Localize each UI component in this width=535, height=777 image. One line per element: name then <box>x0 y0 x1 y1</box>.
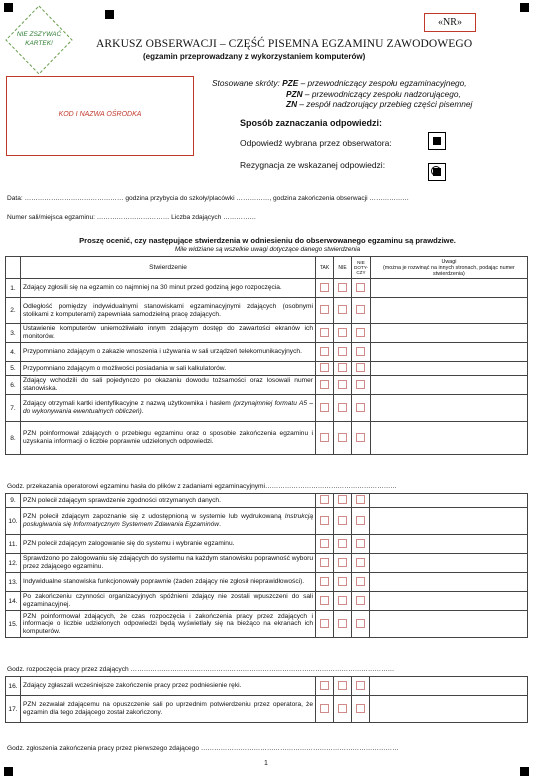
uwagi-header: Uwagi (można je rozwinąć na innych stronach, podając numer stwierdzenia) <box>370 257 527 279</box>
nie-dotyczy-checkbox[interactable] <box>356 328 365 337</box>
tak-cell <box>316 554 334 573</box>
statement-number: 2. <box>6 298 21 324</box>
tak-checkbox[interactable] <box>320 539 329 548</box>
statement-number: 12. <box>6 554 21 573</box>
nie-dotyczy-checkbox[interactable] <box>356 596 365 605</box>
tak-cell <box>316 592 334 611</box>
statement-text: PZN poinformował zdających, że czas rozpoczęcia i zakończenia pracy przez zdających i informacje o liczbie udzielonych odpowiedzi będą wyświetlały się na bieżąco na ekranach ich komputerów. <box>21 611 316 638</box>
remarks-cell[interactable] <box>370 611 528 638</box>
statement-number: 17. <box>6 696 21 723</box>
statement-number: 7. <box>6 395 21 422</box>
stamp-text: NIE ZSZYWAĆ KARTEK! <box>16 31 62 47</box>
marking-method-heading: Sposób zaznaczania odpowiedzi: <box>240 118 383 128</box>
selected-answer-example <box>428 132 446 150</box>
nie-cell <box>334 324 352 343</box>
tak-checkbox[interactable] <box>320 305 329 314</box>
remarks-cell[interactable] <box>370 508 528 535</box>
remarks-cell[interactable] <box>370 422 527 455</box>
nie-checkbox[interactable] <box>338 380 347 389</box>
instructions-heading: Proszę ocenić, czy następujące stwierdzenia w odniesieniu do obserwowanego egzaminu są prawdziwe. <box>79 236 456 245</box>
statement-number: 13. <box>6 573 21 592</box>
table-row <box>6 376 528 395</box>
nie-checkbox[interactable] <box>338 516 347 525</box>
tak-cell <box>316 508 334 535</box>
table-row <box>6 611 528 638</box>
nie-checkbox[interactable] <box>338 704 347 713</box>
nie-cell <box>334 376 352 395</box>
room-line: Numer sali/miejsca egzaminu: …………………………… Liczba zdających …………… <box>7 214 257 221</box>
start-time-line: Godz. rozpoczęcia pracy przez zdających ………………………………………………………………………………………………………… <box>7 666 395 673</box>
nie-dotyczy-cell <box>352 494 370 508</box>
nie-checkbox[interactable] <box>338 403 347 412</box>
num-header <box>6 257 21 279</box>
statement-text: Zdający otrzymali kartki identyfikacyjne z nazwą użytkownika i hasłem (przynajmniej formatu A5 – do wykonywania ewentualnych obliczeń). <box>21 395 316 422</box>
no-staple-stamp <box>4 4 74 74</box>
nie-cell <box>334 422 352 455</box>
page-number: 1 <box>264 760 268 767</box>
statement-number: 14. <box>6 592 21 611</box>
table-row <box>6 362 528 376</box>
nie-checkbox[interactable] <box>338 619 347 628</box>
statement-text: Przypomniano zdającym o możliwości posiadania w sali kalkulatorów. <box>21 362 316 376</box>
tak-cell <box>316 395 334 422</box>
table-row <box>6 343 528 362</box>
statements-table-b <box>5 493 528 638</box>
nie-checkbox[interactable] <box>338 363 347 372</box>
table-row <box>6 494 528 508</box>
tak-cell <box>316 422 334 455</box>
nie-dotyczy-checkbox[interactable] <box>356 347 365 356</box>
nie-dotyczy-cell <box>352 592 370 611</box>
nie-cell <box>334 395 352 422</box>
tak-cell <box>316 343 334 362</box>
nie-cell <box>334 611 352 638</box>
tak-cell <box>316 298 334 324</box>
nie-dotyczy-checkbox[interactable] <box>356 704 365 713</box>
tak-checkbox[interactable] <box>320 433 329 442</box>
table-row <box>6 279 528 298</box>
nie-checkbox[interactable] <box>338 495 347 504</box>
nie-dotyczy-checkbox[interactable] <box>356 681 365 690</box>
statement-number: 6. <box>6 376 21 395</box>
nie-dotyczy-cell <box>352 573 370 592</box>
table-row <box>6 554 528 573</box>
statement-text: Zdający zgłaszali wcześniejsze zakończenie pracy przez podniesienie ręki. <box>21 677 316 696</box>
cancel-answer-example <box>428 163 446 181</box>
nie-dotyczy-cell <box>352 362 371 376</box>
table-row <box>6 696 528 723</box>
tak-checkbox[interactable] <box>320 363 329 372</box>
nie-dotyczy-cell <box>352 677 370 696</box>
nie-cell <box>334 298 352 324</box>
tak-checkbox[interactable] <box>320 380 329 389</box>
statement-number: 3. <box>6 324 21 343</box>
tak-checkbox[interactable] <box>320 495 329 504</box>
nie-checkbox[interactable] <box>338 577 347 586</box>
document-subtitle: (egzamin przeprowadzany z wykorzystaniem komputerów) <box>143 52 366 61</box>
statement-text: Przypomniano zdającym o zakazie wnoszenia i używania w sali urządzeń telekomunikacyjnych. <box>21 343 316 362</box>
nie-dotyczy-cell <box>352 508 370 535</box>
statement-text: Odległość pomiędzy indywidualnymi stanowiskami egzaminacyjnymi zdających (osobnymi stolikami z komputerami) zapewniała samodzielną pracę zdających. <box>21 298 316 324</box>
nie-cell <box>334 494 352 508</box>
remarks-cell[interactable] <box>370 376 527 395</box>
table-row <box>6 508 528 535</box>
remarks-cell[interactable] <box>370 343 527 362</box>
nie-dotyczy-cell <box>352 611 370 638</box>
nie-dotyczy-checkbox[interactable] <box>356 577 365 586</box>
statement-number: 11. <box>6 535 21 554</box>
statement-header: Stwierdzenie <box>21 257 316 279</box>
instructions-subheading: Mile widziane są wszelkie uwagi dotyczące danego stwierdzenia <box>174 246 361 253</box>
remarks-cell[interactable] <box>370 677 528 696</box>
statement-text: Zdający zgłosili się na egzamin co najmniej na 30 minut przed godziną jego rozpoczęcia. <box>21 279 316 298</box>
remarks-cell[interactable] <box>370 395 527 422</box>
statement-text: PZN polecił zdającym zapoznanie się z udostępnioną w systemie lub wydrukowaną Instrukcją posługiwania się Informatycznym Systemem Zdawania Egzaminów. <box>21 508 316 535</box>
tak-checkbox[interactable] <box>320 328 329 337</box>
statement-number: 8. <box>6 422 21 455</box>
nie-dotyczy-cell <box>352 422 371 455</box>
statement-number: 9. <box>6 494 21 508</box>
registration-mark <box>105 10 114 19</box>
table-row <box>6 592 528 611</box>
nie-dotyczy-checkbox[interactable] <box>356 380 365 389</box>
nie-cell <box>334 343 352 362</box>
nie-dotyczy-checkbox[interactable] <box>356 403 365 412</box>
nr-box: «NR» <box>424 13 476 32</box>
remarks-cell[interactable] <box>370 696 528 723</box>
nie-cell <box>334 573 352 592</box>
registration-mark <box>4 767 13 776</box>
nie-dotyczy-cell <box>352 696 370 723</box>
nie-dotyczy-checkbox[interactable] <box>356 539 365 548</box>
nie-dotyczy-cell <box>352 324 371 343</box>
nie-dotyczy-checkbox[interactable] <box>356 558 365 567</box>
table-header-row <box>6 257 528 279</box>
statements-table-a <box>5 256 528 455</box>
table-row <box>6 298 528 324</box>
nie-dotyczy-cell <box>352 298 371 324</box>
tak-cell <box>316 324 334 343</box>
nie-cell <box>334 696 352 723</box>
table-row <box>6 422 528 455</box>
nie-dotyczy-header: NIE DOTY-CZY <box>352 257 371 279</box>
statement-text: PZN polecił zdającym sprawdzenie zgodności otrzymanych danych. <box>21 494 316 508</box>
nie-cell <box>334 508 352 535</box>
nie-checkbox[interactable] <box>338 539 347 548</box>
statements-table-c <box>5 676 528 723</box>
table-row <box>6 573 528 592</box>
remarks-cell[interactable] <box>370 298 527 324</box>
tak-checkbox[interactable] <box>320 403 329 412</box>
tak-checkbox[interactable] <box>320 619 329 628</box>
center-code-label: KOD I NAZWA OŚRODKA <box>58 111 142 118</box>
nie-checkbox[interactable] <box>338 596 347 605</box>
remarks-cell[interactable] <box>370 554 528 573</box>
cancel-answer-label: Rezygnacja ze wskazanej odpowiedzi: <box>240 160 386 170</box>
nie-checkbox[interactable] <box>338 283 347 292</box>
statement-text: PZN zezwalał zdającemu na opuszczenie sali po uprzednim potwierdzeniu przez operatora, że egzamin dla tego zdającego został zakończony. <box>21 696 316 723</box>
statement-number: 16. <box>6 677 21 696</box>
registration-mark <box>520 3 529 12</box>
tak-cell <box>316 696 334 723</box>
table-row <box>6 324 528 343</box>
abbr-line-zn: ZN – zespół nadzorujący przebieg części pisemnej <box>286 99 473 109</box>
statement-number: 10. <box>6 508 21 535</box>
tak-cell <box>316 677 334 696</box>
nie-header: NIE <box>334 257 352 279</box>
statement-number: 1. <box>6 279 21 298</box>
statement-text: PZN poinformował zdających o przebiegu egzaminu oraz o sposobie zakończenia egzaminu i uzyskania informacji o liczbie poprawnie udzielonych odpowiedzi. <box>21 422 316 455</box>
nie-cell <box>334 535 352 554</box>
tak-cell <box>316 611 334 638</box>
nie-checkbox[interactable] <box>338 681 347 690</box>
tak-checkbox[interactable] <box>320 516 329 525</box>
nie-dotyczy-checkbox[interactable] <box>356 305 365 314</box>
tak-checkbox[interactable] <box>320 558 329 567</box>
abbr-line-pze: Stosowane skróty: PZE – przewodniczący zespołu egzaminacyjnego, <box>212 78 467 88</box>
remarks-cell[interactable] <box>370 324 527 343</box>
nie-dotyczy-checkbox[interactable] <box>356 619 365 628</box>
nie-dotyczy-cell <box>352 554 370 573</box>
nie-checkbox[interactable] <box>338 328 347 337</box>
nie-cell <box>334 362 352 376</box>
tak-cell <box>316 494 334 508</box>
remarks-cell[interactable] <box>370 592 528 611</box>
statement-text: Sprawdzono po zalogowaniu się zdających do systemu na każdym stanowisku poprawność wyboru przez zdającego egzaminu. <box>21 554 316 573</box>
tak-cell <box>316 573 334 592</box>
tak-header: TAK <box>316 257 334 279</box>
tak-cell <box>316 535 334 554</box>
remarks-cell[interactable] <box>370 494 528 508</box>
selected-answer-label: Odpowiedź wybrana przez obserwatora: <box>240 138 392 148</box>
tak-checkbox[interactable] <box>320 577 329 586</box>
nie-cell <box>334 554 352 573</box>
nie-dotyczy-checkbox[interactable] <box>356 283 365 292</box>
statement-text: PZN polecił zdającym zalogowanie się do systemu i wybranie egzaminu. <box>21 535 316 554</box>
center-code-box[interactable] <box>6 76 194 156</box>
nie-checkbox[interactable] <box>338 433 347 442</box>
nie-dotyczy-cell <box>352 376 371 395</box>
nie-dotyczy-cell <box>352 279 371 298</box>
nie-checkbox[interactable] <box>338 305 347 314</box>
table-row <box>6 395 528 422</box>
abbr-line-pzn: PZN – przewodniczący zespołu nadzorującego, <box>286 89 461 99</box>
remarks-cell[interactable] <box>370 535 528 554</box>
nie-checkbox[interactable] <box>338 558 347 567</box>
tak-cell <box>316 279 334 298</box>
remarks-cell[interactable] <box>370 362 527 376</box>
table-row <box>6 535 528 554</box>
tak-cell <box>316 376 334 395</box>
remarks-cell[interactable] <box>370 279 527 298</box>
nie-dotyczy-checkbox[interactable] <box>356 363 365 372</box>
nie-checkbox[interactable] <box>338 347 347 356</box>
table-row <box>6 677 528 696</box>
statement-text: Zdający wchodzili do sali pojedynczo po okazaniu dowodu tożsamości oraz losowali numer stanowiska. <box>21 376 316 395</box>
nie-cell <box>334 592 352 611</box>
statement-text: Indywidualne stanowiska funkcjonowały poprawnie (żaden zdający nie zgłosił nieprawidłowości). <box>21 573 316 592</box>
nie-dotyczy-cell <box>352 343 371 362</box>
registration-mark <box>520 767 529 776</box>
nie-dotyczy-checkbox[interactable] <box>356 495 365 504</box>
tak-checkbox[interactable] <box>320 596 329 605</box>
nie-dotyczy-checkbox[interactable] <box>356 433 365 442</box>
statement-text: Ustawienie komputerów uniemożliwiało innym zdającym dostęp do zawartości ekranów ich monitorów. <box>21 324 316 343</box>
statement-text: Po zakończeniu czynności organizacyjnych spóźnieni zdający nie zostali wpuszczeni do sali egzaminacyjnej. <box>21 592 316 611</box>
tak-cell <box>316 362 334 376</box>
tak-checkbox[interactable] <box>320 283 329 292</box>
nie-cell <box>334 677 352 696</box>
first-finish-time-line: Godz. zgłoszenia zakończenia pracy przez pierwszego zdającego ……………………………………………………………………………… <box>7 745 399 752</box>
password-time-line: Godz. przekazania operatorowi egzaminu hasła do plików z zadaniami egzaminacyjnymi…………………………………………………… <box>7 483 397 490</box>
nie-dotyczy-cell <box>352 395 371 422</box>
nie-dotyczy-checkbox[interactable] <box>356 516 365 525</box>
document-title: ARKUSZ OBSERWACJI – CZĘŚĆ PISEMNA EGZAMINU ZAWODOWEGO <box>96 38 473 50</box>
date-line: Data: ……………………………………… godzina przybycia do szkoły/placówki ……………, godzina zakończenia obserwacji ……………… <box>7 195 409 202</box>
statement-number: 4. <box>6 343 21 362</box>
statement-number: 5. <box>6 362 21 376</box>
tak-checkbox[interactable] <box>320 704 329 713</box>
nie-dotyczy-cell <box>352 535 370 554</box>
tak-checkbox[interactable] <box>320 681 329 690</box>
tak-checkbox[interactable] <box>320 347 329 356</box>
statement-number: 15. <box>6 611 21 638</box>
remarks-cell[interactable] <box>370 573 528 592</box>
nie-cell <box>334 279 352 298</box>
